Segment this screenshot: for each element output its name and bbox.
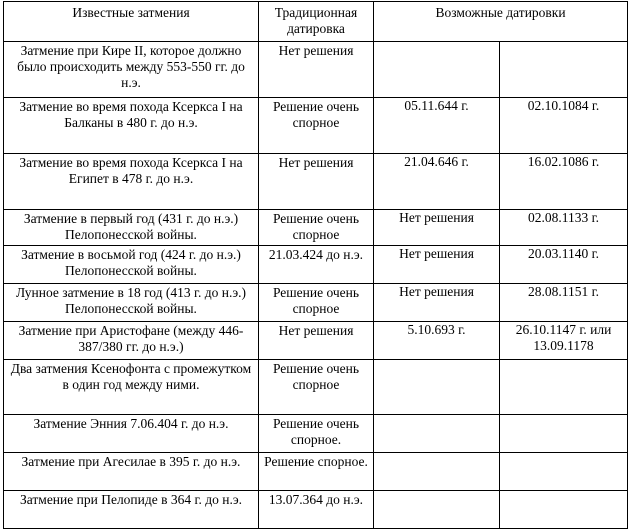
eclipse-cell: Затмение во время похода Ксеркса I на Балканы в 480 г. до н.э. [4, 98, 259, 154]
traditional-dating-cell: 13.07.364 до н.э. [259, 491, 374, 529]
traditional-dating-cell: Решение очень спорное [259, 284, 374, 322]
table-row [4, 284, 628, 322]
eclipse-cell: Затмение при Агесилае в 395 г. до н.э. [4, 453, 259, 491]
table-row [4, 415, 628, 453]
possible-dating-1-cell [374, 42, 500, 98]
table-row [4, 491, 628, 529]
possible-dating-2-cell: 26.10.1147 г. или 13.09.1178 [500, 322, 628, 360]
table-row [4, 246, 628, 284]
traditional-dating-cell: Решение очень спорное [259, 98, 374, 154]
possible-dating-2-cell [500, 491, 628, 529]
eclipse-cell: Затмение в первый год (431 г. до н.э.) Пелопонесской войны. [4, 210, 259, 246]
possible-dating-2-cell: 02.08.1133 г. [500, 210, 628, 246]
table-body [4, 42, 628, 529]
eclipse-cell: Затмение во время похода Ксеркса I на Египет в 478 г. до н.э. [4, 154, 259, 210]
eclipse-cell: Затмение Энния 7.06.404 г. до н.э. [4, 415, 259, 453]
possible-dating-1-cell: 05.11.644 г. [374, 98, 500, 154]
traditional-dating-cell: 21.03.424 до н.э. [259, 246, 374, 284]
possible-dating-2-cell [500, 360, 628, 415]
eclipse-cell: Затмение при Кире II, которое должно было происходить между 553-550 гг. до н.э. [4, 42, 259, 98]
table-row [4, 42, 628, 98]
possible-dating-1-cell [374, 360, 500, 415]
table-row [4, 360, 628, 415]
eclipse-cell: Затмение в восьмой год (424 г. до н.э.) Пелопонесской войны. [4, 246, 259, 284]
header-known-eclipses: Известные затмения [4, 2, 259, 42]
table-row [4, 322, 628, 360]
possible-dating-2-cell: 02.10.1084 г. [500, 98, 628, 154]
possible-dating-2-cell: 16.02.1086 г. [500, 154, 628, 210]
possible-dating-2-cell [500, 415, 628, 453]
eclipse-cell: Два затмения Ксенофонта с промежутком в один год между ними. [4, 360, 259, 415]
traditional-dating-cell: Решение очень спорное [259, 360, 374, 415]
possible-dating-2-cell [500, 42, 628, 98]
table-row [4, 98, 628, 154]
traditional-dating-cell: Решение спорное. [259, 453, 374, 491]
table-row [4, 154, 628, 210]
possible-dating-2-cell [500, 453, 628, 491]
possible-dating-2-cell: 20.03.1140 г. [500, 246, 628, 284]
traditional-dating-cell: Нет решения [259, 42, 374, 98]
possible-dating-1-cell: 5.10.693 г. [374, 322, 500, 360]
eclipse-cell: Затмение при Пелопиде в 364 г. до н.э. [4, 491, 259, 529]
possible-dating-1-cell [374, 491, 500, 529]
table-row [4, 210, 628, 246]
possible-dating-1-cell: Нет решения [374, 284, 500, 322]
traditional-dating-cell: Нет решения [259, 322, 374, 360]
possible-dating-1-cell: Нет решения [374, 246, 500, 284]
possible-dating-1-cell [374, 415, 500, 453]
possible-dating-1-cell: Нет решения [374, 210, 500, 246]
header-possible-datings: Возможные датировки [374, 2, 628, 42]
eclipse-cell: Лунное затмение в 18 год (413 г. до н.э.) Пелопонесской войны. [4, 284, 259, 322]
eclipse-cell: Затмение при Аристофане (между 446-387/380 гг. до н.э.) [4, 322, 259, 360]
header-row [4, 2, 628, 42]
table-row [4, 453, 628, 491]
traditional-dating-cell: Решение очень спорное. [259, 415, 374, 453]
eclipses-table [3, 1, 628, 529]
possible-dating-1-cell: 21.04.646 г. [374, 154, 500, 210]
traditional-dating-cell: Решение очень спорное [259, 210, 374, 246]
traditional-dating-cell: Нет решения [259, 154, 374, 210]
possible-dating-2-cell: 28.08.1151 г. [500, 284, 628, 322]
header-traditional-dating: Традиционная датировка [259, 2, 374, 42]
possible-dating-1-cell [374, 453, 500, 491]
